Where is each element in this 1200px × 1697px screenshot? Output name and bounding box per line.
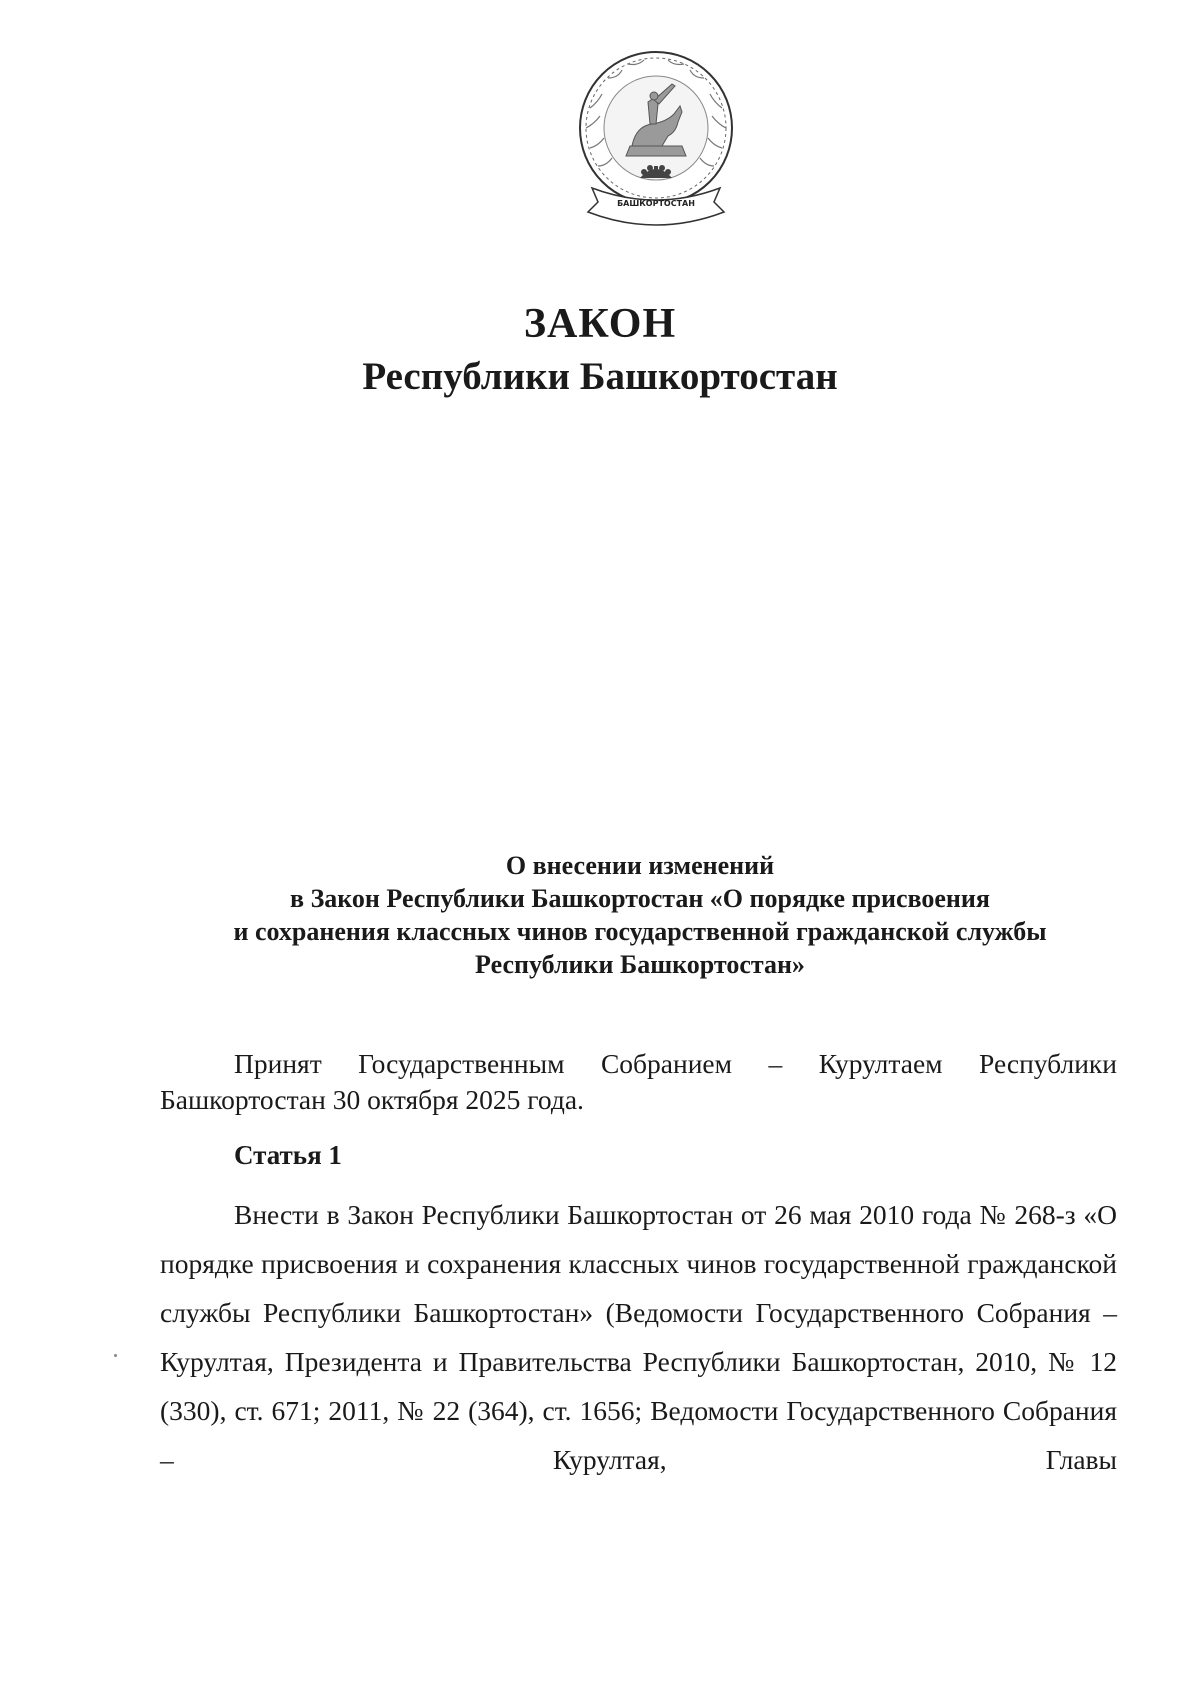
article-body: Внести в Закон Республики Башкортостан от 26 мая 2010 года № 268-з «О порядке присвоения и сохранения классных чинов государственной гражданской службы Республики Башкортостан» (Ведомости Государственного Собрания – Курултая, Президента и Правительства Республики Башкортостан, 2010, № 12 (330), ст. 671; 2011, № 22 (364), ст. 1656; Ведомости Государственного Собрания – Курултая, Главы	[160, 1199, 1117, 1475]
document-subtitle: Республики Башкортостан	[362, 355, 838, 398]
law-title-line: и сохранения классных чинов государственной гражданской службы	[233, 917, 1047, 946]
document-title: ЗАКОН	[523, 301, 677, 347]
adoption-statement: Принят Государственным Собранием – Курултаем Республики Башкортостан 30 октября 2025 года.	[160, 1048, 1117, 1115]
law-title-line: Республики Башкортостан»	[475, 950, 805, 979]
article-heading: Статья 1	[234, 1140, 342, 1170]
law-title-line: в Закон Республики Башкортостан «О порядке присвоения	[290, 884, 990, 913]
ribbon-text: БАШКОРТОСТАН	[617, 199, 695, 208]
scan-speck	[114, 1354, 117, 1357]
law-title-line: О внесении изменений	[505, 851, 775, 880]
law-title	[160, 849, 1120, 981]
coat-of-arms-icon	[568, 48, 744, 238]
